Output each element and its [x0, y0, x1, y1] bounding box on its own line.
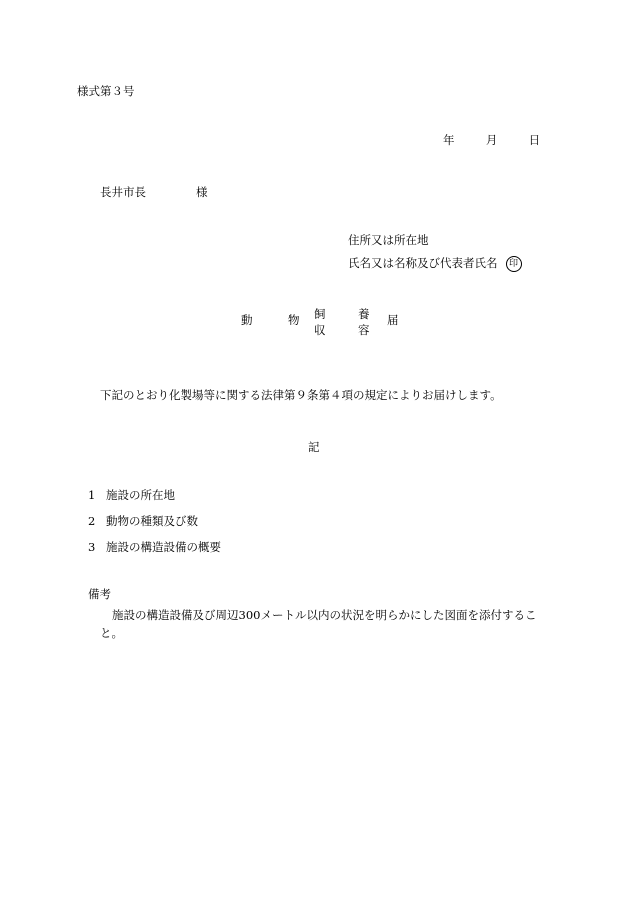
- title-char-shuu: 収: [314, 323, 326, 337]
- item-number: 1: [88, 488, 96, 502]
- title-char-dou: 動: [241, 313, 253, 327]
- title-char-shi: 飼: [314, 307, 326, 321]
- form-number: 様式第３号: [77, 84, 135, 98]
- seal-mark: 印: [506, 256, 522, 272]
- date-month: 月: [485, 133, 498, 147]
- title-char-you2: 容: [358, 323, 370, 337]
- date-line: [443, 134, 540, 148]
- intro-text: 下記のとおり化製場等に関する法律第９条第４項の規定によりお届けします。: [100, 388, 502, 402]
- item-number: 3: [88, 539, 96, 554]
- date-year: 年: [443, 133, 455, 147]
- title-char-todoke: 届: [387, 313, 399, 327]
- applicant-block: [348, 234, 522, 280]
- list-item: [88, 515, 221, 529]
- name-line: [348, 256, 522, 272]
- date-day: 日: [528, 133, 541, 147]
- title-char-butsu: 物: [288, 313, 300, 327]
- list-item: [88, 489, 221, 503]
- addressee-honorific: 様: [196, 185, 208, 199]
- items-list: [88, 489, 221, 566]
- title-stack-you-you: [358, 306, 370, 338]
- item-text: 動物の種類及び数: [106, 513, 198, 528]
- item-text: 施設の構造設備の概要: [106, 539, 221, 554]
- remarks-title: 備考: [88, 587, 111, 601]
- name-label: 氏名又は名称及び代表者氏名: [348, 255, 498, 270]
- title-stack-shi-shuu: [314, 306, 326, 338]
- list-item: [88, 541, 221, 555]
- addressee: [100, 186, 208, 200]
- addressee-mayor: 長井市長: [100, 185, 146, 199]
- remarks-body: 施設の構造設備及び周辺300メートル以内の状況を明らかにした図面を添付すること。: [100, 608, 537, 640]
- item-number: 2: [88, 513, 96, 528]
- item-text: 施設の所在地: [106, 488, 175, 502]
- ki-heading: 記: [308, 440, 320, 454]
- title-char-you1: 養: [358, 307, 370, 321]
- address-label: 住所又は所在地: [348, 233, 429, 247]
